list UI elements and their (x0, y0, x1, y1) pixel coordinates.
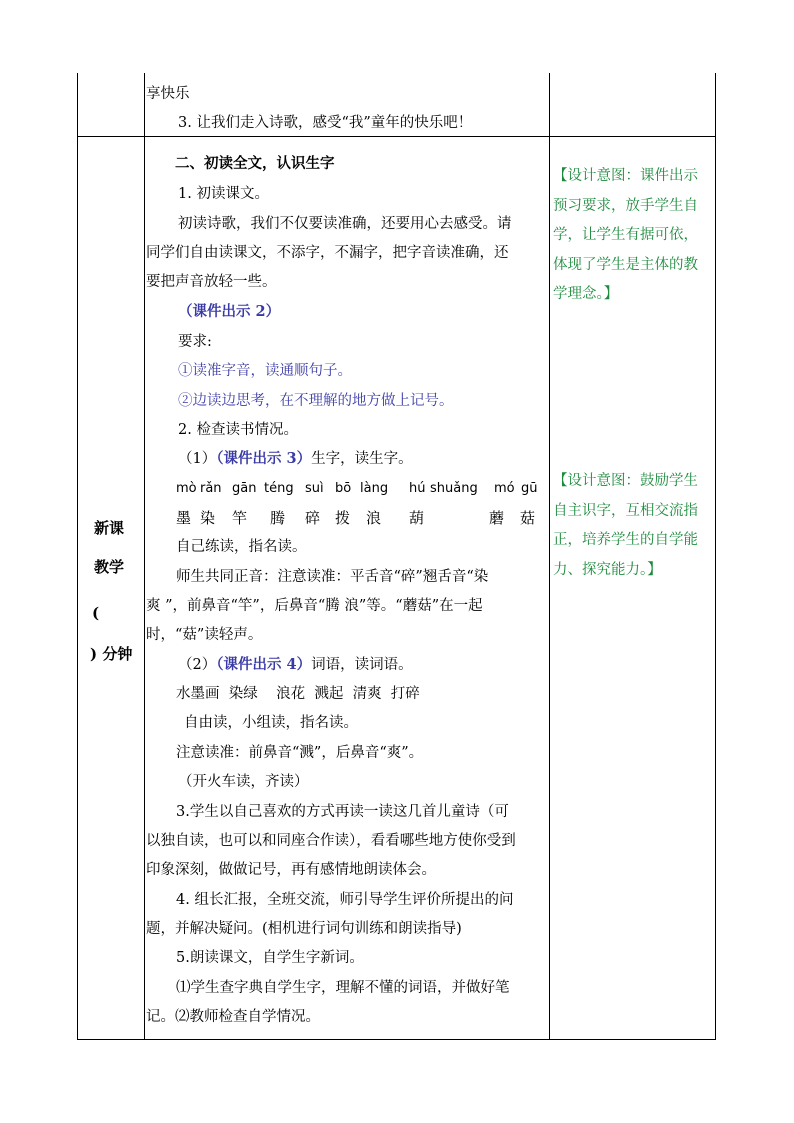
paragraph-line: 自己练读，指名读。 (176, 539, 307, 555)
paragraph-line: 4. 组长汇报，全班交流，师引导学生评价所提出的问 (176, 892, 514, 908)
design-note-2: 正，培养学生的自学能 (553, 532, 698, 548)
step-2-1 (178, 449, 413, 469)
new-character: 碎 (305, 509, 321, 527)
design-note-1: 体现了学生是主体的教 (553, 257, 698, 273)
table-border-left (77, 73, 78, 1040)
paragraph-line: 自由读，小组读，指名读。 (184, 715, 358, 731)
new-character: 蘑 (489, 509, 505, 527)
paragraph-line: 题，并解决疑问。(相机进行词句训练和朗读指导) (146, 921, 462, 937)
design-note-2: 自主识字，互相交流指 (553, 503, 698, 519)
design-note-1: 学理念。】 (553, 286, 619, 302)
step-2: 2. 检查读书情况。 (178, 422, 298, 438)
requirement-2: ②边读边思考，在不理解的地方做上记号。 (178, 393, 454, 409)
section-label-line4: ) 分钟 (90, 645, 133, 663)
pinyin: bō (335, 481, 352, 496)
section-label-line1: 新课 (94, 519, 125, 537)
paragraph-line: 爽 ”，前鼻音“竿”，后鼻音“腾 浪”等。“蘑菇”在一起 (146, 598, 483, 614)
new-character: 腾 (270, 509, 286, 527)
paragraph-line: 记。⑵教师检查自学情况。 (146, 1009, 320, 1025)
paragraph-line: （开火车读，齐读） (178, 774, 309, 790)
requirements-label: 要求: (178, 334, 212, 350)
design-note-1: 学，让学生有据可依， (553, 227, 698, 243)
pinyin: hú (409, 481, 426, 496)
new-character: 菇 (520, 509, 536, 527)
table-border-right (715, 73, 716, 1040)
design-note-1: 【设计意图：课件出示 (553, 168, 698, 184)
step-1: 1. 初读课文。 (178, 186, 269, 202)
paragraph-line: 时，“菇”读轻声。 (146, 627, 263, 643)
row-divider (77, 136, 716, 137)
table-divider-left (144, 73, 145, 1040)
step-2-1-text: 生字，读生字。 (311, 451, 413, 467)
pinyin: téng (264, 481, 294, 496)
design-note-2: 力、探究能力。】 (553, 562, 662, 578)
section-label-line2: 教学 (94, 558, 125, 576)
step-2-2 (178, 655, 413, 675)
vocabulary-words: 水墨画 染绿 浪花 溅起 清爽 打碎 (176, 686, 420, 702)
pinyin: shuǎng (430, 481, 478, 496)
paragraph-line: 师生共同正音：注意读准：平舌音“碎”翘舌音“染 (176, 569, 489, 585)
step-2-1-prefix: （1） (178, 451, 217, 467)
table-divider-right (549, 73, 550, 1040)
new-character: 竿 (232, 509, 248, 527)
paragraph-line: ⑴学生查字典自学生字，理解不懂的词语，并做好笔 (176, 980, 510, 996)
top-line-1: 享快乐 (146, 86, 190, 102)
section-label-line3: ( (92, 604, 100, 622)
new-character: 葫 (409, 509, 425, 527)
paragraph-line: 初读诗歌，我们不仅要读准确，还要用心去感受。请 (178, 216, 512, 232)
top-line-2: 3. 让我们走入诗歌，感受“我”童年的快乐吧！ (178, 115, 473, 131)
paragraph-line: 同学们自由读课文，不添字，不漏字，把字音读准确，还 (146, 245, 509, 261)
paragraph-line: 要把声音放轻一些。 (146, 274, 277, 290)
step-2-2-text: 词语，读词语。 (311, 657, 413, 673)
design-note-1: 预习要求，放手学生自 (553, 198, 698, 214)
requirement-1: ①读准字音，读通顺句子。 (178, 363, 352, 379)
step-2-2-prefix: （2） (178, 657, 217, 673)
pinyin: suì (305, 481, 324, 496)
section-heading: 二、初读全文，认识生字 (175, 155, 335, 172)
paragraph-line: 注意读准：前鼻音“溅”，后鼻音“爽”。 (176, 745, 424, 761)
courseware-note-3: （课件出示 3） (216, 450, 312, 467)
pinyin: rǎn (200, 481, 222, 496)
paragraph-line: 3.学生以自己喜欢的方式再读一读这几首儿童诗（可 (176, 804, 509, 820)
paragraph-line: 以独自读，也可以和同座合作读），看看哪些地方使你受到 (146, 833, 516, 849)
new-character: 浪 (366, 509, 382, 527)
paragraph-line: 印象深刻，做做记号，再有感情地朗读体会。 (146, 862, 436, 878)
pinyin: mó (494, 481, 515, 496)
courseware-note-4: （课件出示 4） (216, 656, 312, 673)
pinyin: mò (176, 481, 197, 496)
design-note-2: 【设计意图：鼓励学生 (553, 473, 698, 489)
new-character: 拨 (335, 509, 351, 527)
courseware-note-2: （课件出示 2） (178, 303, 281, 320)
table-border-bottom (77, 1039, 716, 1040)
pinyin: gān (232, 481, 257, 496)
pinyin: gū (521, 481, 538, 496)
paragraph-line: 5.朗读课文，自学生字新词。 (176, 950, 364, 966)
new-character: 墨 (176, 509, 192, 527)
pinyin: làng (360, 481, 389, 496)
new-character: 染 (200, 509, 216, 527)
